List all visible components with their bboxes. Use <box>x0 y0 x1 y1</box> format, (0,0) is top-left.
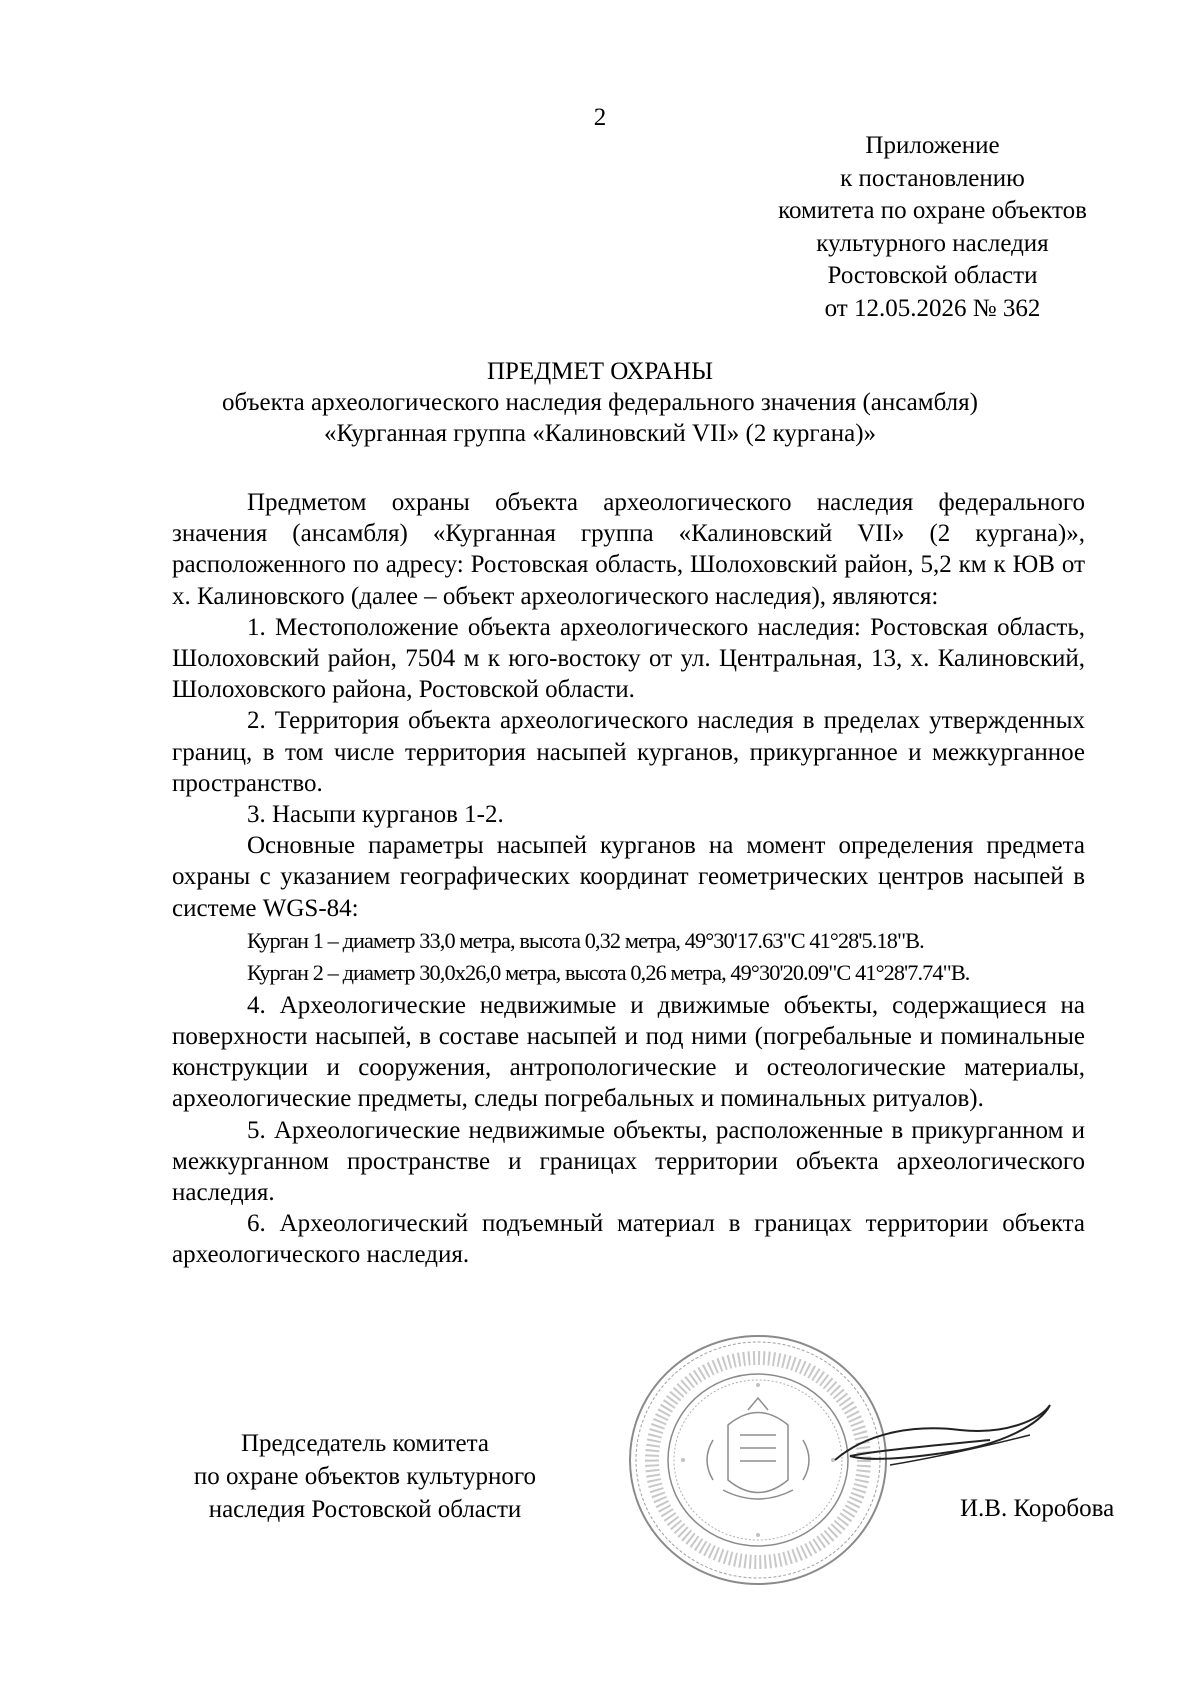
params-paragraph: Основные параметры насыпей курганов на момент определения предмета охраны с указанием географических координат геометрических центров насыпей в системе WGS-84: <box>172 832 1085 922</box>
appendix-line: Приложение <box>865 132 1000 159</box>
page-number: 2 <box>593 104 607 131</box>
item-3-paragraph: 3. Насыпи курганов 1-2. <box>247 801 504 829</box>
kurgan-1-line: Курган 1 – диаметр 33,0 метра, высота 0,32 метра, 49°30'17.63"С 41°28'5.18"В. <box>247 927 924 953</box>
item-6-paragraph: 6. Археологический подъемный материал в границах территории объекта археологического наследия. <box>172 1210 1085 1269</box>
appendix-line: к постановлению <box>840 164 1025 192</box>
item-4-paragraph: 4. Археологические недвижимые и движимые объекты, содержащиеся на поверхности насыпей, в составе насыпей и под ними (погребальные и поминальные конструкции и сооружения, антропологические и остеологические материалы, археологические предметы, следы погребальных и поминальных ритуалов). <box>172 991 1085 1113</box>
document-title <box>0 356 1200 449</box>
appendix-line: культурного наследия <box>816 229 1049 257</box>
signatory-line: Председатель комитета <box>241 1430 489 1457</box>
signatory-line: по охране объектов культурного <box>193 1463 537 1490</box>
item-5-paragraph: 5. Археологические недвижимые объекты, расположенные в прикурганном и межкурганном пространстве и границах территории объекта археологического наследия. <box>172 1116 1085 1207</box>
item-1-paragraph: 1. Местоположение объекта археологического наследия: Ростовская область, Шолоховский район, 7504 м к юго-востоку от ул. Центральная, 13, х. Калиновский, Шолоховского района, Ростовской области. <box>172 613 1085 704</box>
kurgan-2-line: Курган 2 – диаметр 30,0x26,0 метра, высота 0,26 метра, 49°30'20.09"С 41°28'7.74"В. <box>247 959 970 985</box>
appendix-header <box>760 130 1105 325</box>
intro-paragraph: Предметом охраны объекта археологического наследия федерального значения (ансамбля) «Курганная группа «Калиновский VII» (2 кургана)», расположенного по адресу: Ростовская область, Шолоховский район, 5,2 км к ЮВ от х. Калиновского (далее – объект археологического наследия), являются: <box>172 489 1085 610</box>
document-body <box>172 487 1085 1271</box>
item-2-paragraph: 2. Территория объекта археологического наследия в пределах утвержденных границ, в том числе территория насыпей курганов, прикурганное и межкурганное пространство. <box>172 707 1085 797</box>
title-heading: ПРЕДМЕТ ОХРАНЫ <box>486 358 714 385</box>
appendix-line: комитета по охране объектов <box>778 197 1087 224</box>
signatory-position <box>155 1427 575 1526</box>
signatory-line: наследия Ростовской области <box>208 1496 522 1523</box>
signatory-name: И.В. Коробова <box>960 1495 1115 1522</box>
handwritten-signature-icon <box>830 1390 1060 1500</box>
appendix-line: Ростовской области <box>827 262 1038 289</box>
title-subtitle: «Курганная группа «Калиновский VII» (2 кургана)» <box>323 420 877 447</box>
appendix-line: от 12.05.2026 № 362 <box>824 294 1041 322</box>
title-subtitle: объекта археологического наследия федерального значения (ансамбля) <box>222 389 978 416</box>
